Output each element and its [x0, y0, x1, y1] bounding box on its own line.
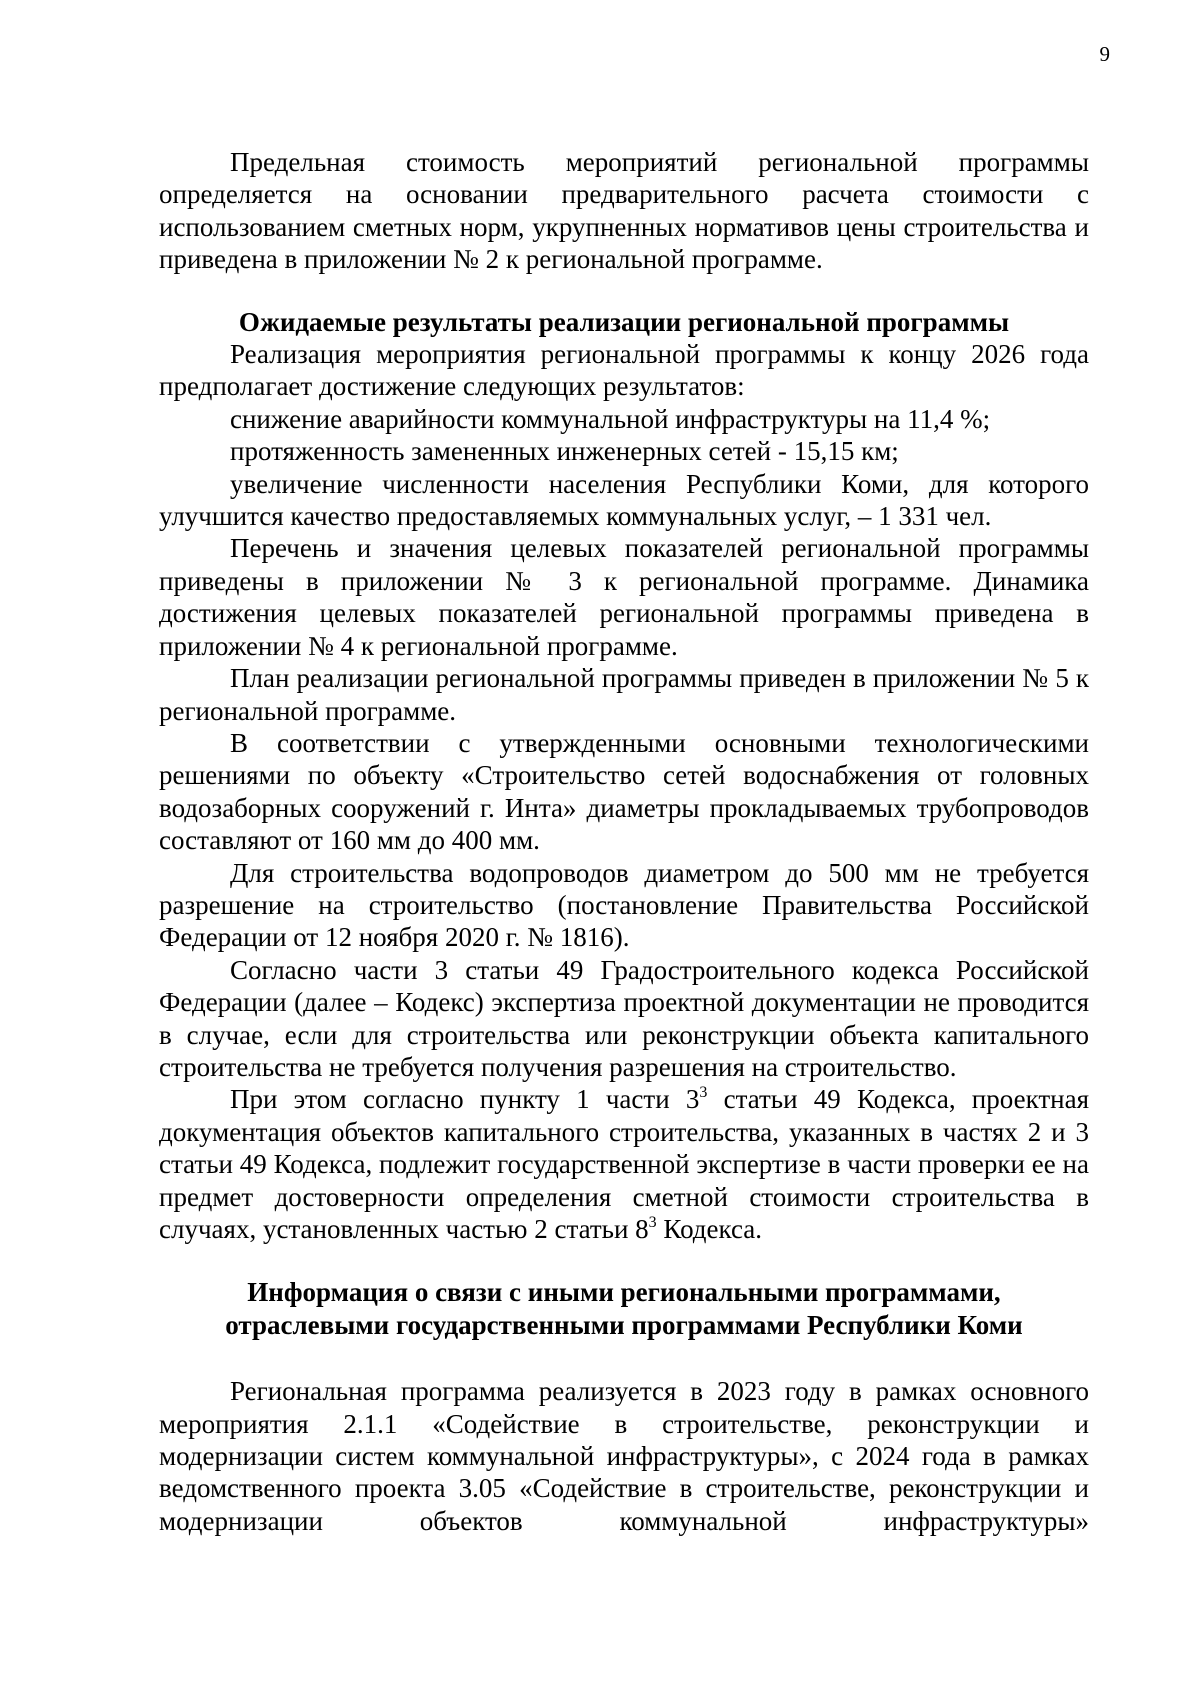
paragraph-results-intro: Реализация мероприятия региональной программы к концу 2026 года предполагает достижение следующих результатов: — [159, 339, 1089, 402]
spacer — [159, 1245, 1089, 1276]
paragraph-result-networks: протяженность замененных инженерных сетей - 15,15 км; — [230, 436, 899, 467]
superscript: 3 — [699, 1084, 708, 1102]
paragraph-expertise: Согласно части 3 статьи 49 Градостроительного кодекса Российской Федерации (далее – Кодекс) экспертиза проектной документации не проводится в случае, если для строительства или реконструкции объекта капитального строительства не требуется получения разрешения на строительство. — [159, 954, 1089, 1082]
paragraph-result-population: увеличение численности населения Республики Коми, для которого улучшится качество предоставляемых коммунальных услуг, – 1 331 чел. — [159, 468, 1089, 532]
spacer — [159, 1341, 1089, 1375]
document-body — [159, 146, 1089, 1537]
section-heading-expected-results: Ожидаемые результаты реализации региональной программы — [238, 306, 1010, 337]
paragraph-implementation-plan: План реализации региональной программы приведен в приложении № 5 к региональной программе. — [159, 663, 1089, 726]
paragraph-program-framework: Региональная программа реализуется в 2023 году в рамках основного мероприятия 2.1.1 «Содействие в строительстве, реконструкции и модернизации систем коммунальной инфраструктуры», с 2024 года в рамках ведомственного проекта 3.05 «Содействие в строительстве, реконструкции и модернизации объектов коммунальной инфраструктуры» — [159, 1376, 1089, 1536]
heading-line: отраслевыми государственными программами Республики Коми — [225, 1309, 1023, 1340]
text-segment: Кодекса. — [656, 1214, 763, 1244]
heading-line: Информация о связи с иными региональными программами, — [247, 1277, 1001, 1308]
superscript: 3 — [648, 1214, 657, 1231]
text-segment: При этом согласно пункту 1 части 3 — [230, 1084, 700, 1115]
paragraph-indicators: Перечень и значения целевых показателей региональной программы приведены в приложении № 3 к региональной программе. Динамика достижения целевых показателей региональной программы приведена в приложении № 4 к региональной программе. — [159, 533, 1089, 661]
text-segment: статьи 49 Кодекса, проектная документация объектов капитального строительства, указанных в частях 2 и 3 статьи 49 Кодекса, подлежит государственной экспертизе в части проверки ее на предмет достоверности определения сметной стоимости строительства в случаях, установленных частью 2 статьи 8 — [159, 1084, 1089, 1244]
spacer — [159, 276, 1089, 306]
paragraph-construction-permit: Для строительства водопроводов диаметром до 500 мм не требуется разрешение на строительство (постановление Правительства Российской Федерации от 12 ноября 2020 г. № 1816). — [159, 857, 1089, 953]
paragraph-result-accidents: снижение аварийности коммунальной инфраструктуры на 11,4 %; — [230, 403, 991, 434]
page-number: 9 — [1099, 42, 1110, 66]
paragraph-technical-solutions: В соответствии с утвержденными основными технологическими решениями по объекту «Строительство сетей водоснабжения от головных водозаборных сооружений г. Инта» диаметры прокладываемых трубопроводов составляют от 160 мм до 400 мм. — [159, 727, 1089, 856]
paragraph-cost-limit: Предельная стоимость мероприятий региональной программы определяется на основании предварительного расчета стоимости с использованием сметных норм, укрупненных нормативов цены строительства и приведена в приложении № 2 к региональной программе. — [159, 147, 1089, 275]
section-heading-related-programs — [159, 1276, 1089, 1341]
paragraph-state-expertise — [159, 1083, 1089, 1245]
